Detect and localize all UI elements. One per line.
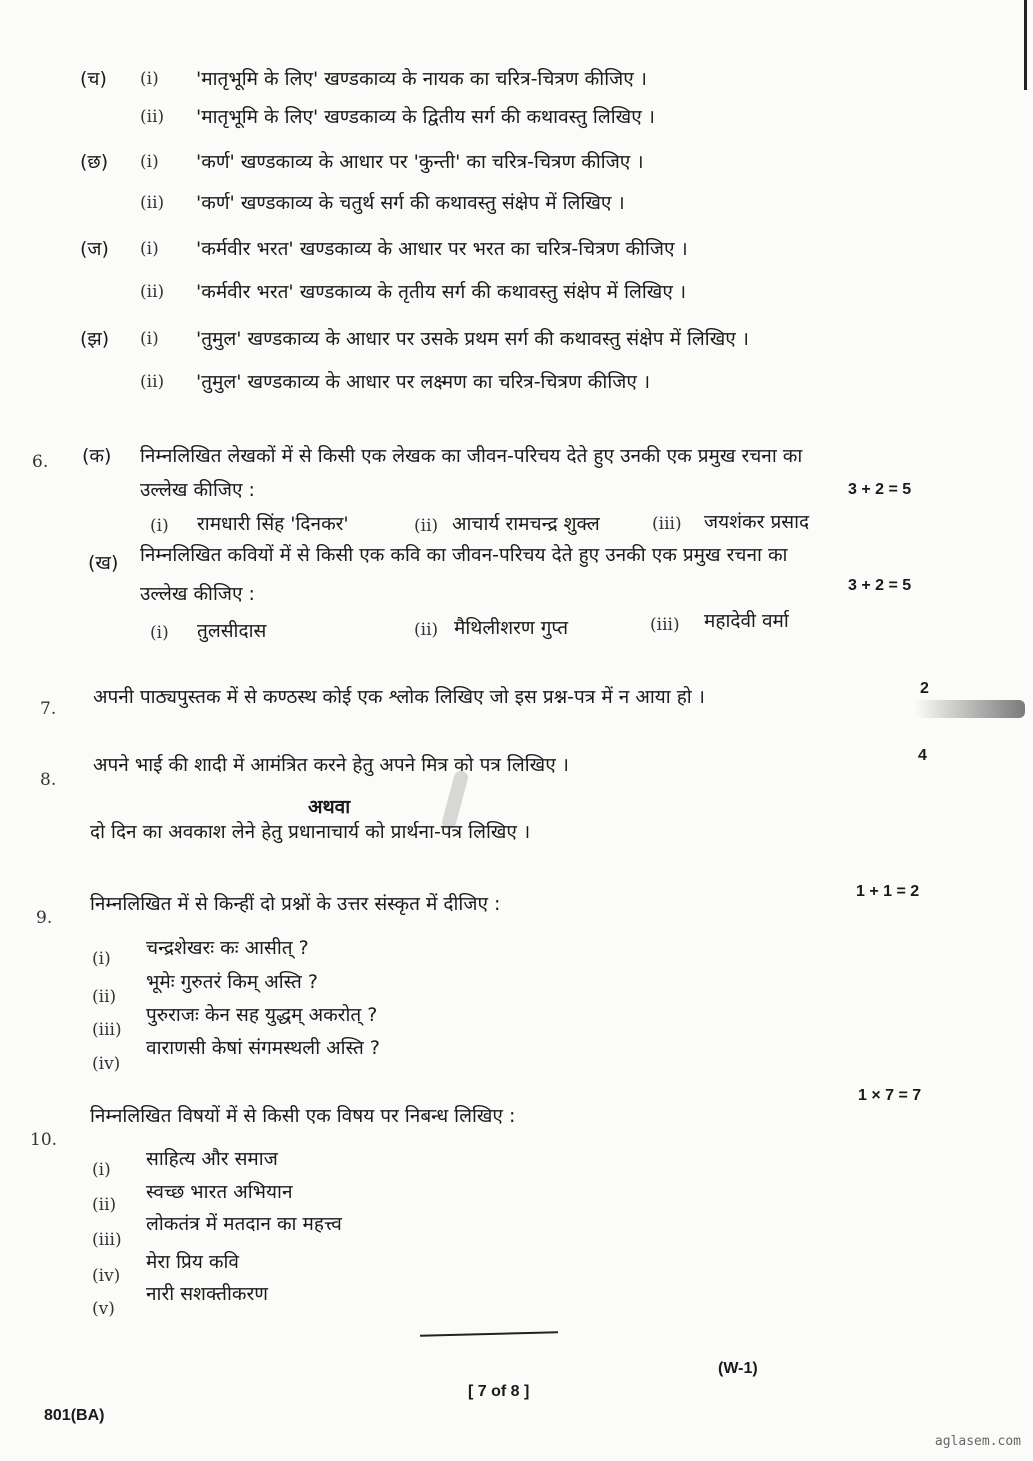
question-text: अपने भाई की शादी में आमंत्रित करने हेतु अपने मित्र को पत्र लिखिए । (93, 754, 569, 776)
question-text: 'कर्ण' खण्डकाव्य के आधार पर 'कुन्ती' का चरित्र-चित्रण कीजिए । (196, 151, 644, 173)
marks: 1 × 7 = 7 (858, 1087, 922, 1104)
option-number: (ii) (414, 516, 439, 536)
question-text: निम्नलिखित में से किन्हीं दो प्रश्नों के उत्तर संस्कृत में दीजिए : (90, 893, 501, 915)
section-label-ja: (ज) (80, 238, 109, 260)
sanskrit-question: चन्द्रशेखरः कः आसीत् ? (146, 937, 309, 959)
question-number: 9. (36, 908, 53, 928)
question-text: उल्लेख कीजिए : (140, 583, 255, 605)
option-text: जयशंकर प्रसाद (704, 511, 810, 533)
section-label-jha: (झ) (80, 328, 110, 350)
essay-topic: साहित्य और समाज (146, 1148, 278, 1170)
question-number: 10. (30, 1130, 58, 1150)
option-text: रामधारी सिंह 'दिनकर' (197, 513, 349, 535)
section-label-chha: (छ) (80, 151, 109, 173)
item-number: (i) (140, 239, 159, 259)
option-number: (iii) (652, 514, 682, 534)
item-number: (i) (140, 69, 159, 89)
item-number: (i) (92, 1160, 111, 1180)
part-label: (क) (82, 445, 112, 467)
question-text: दो दिन का अवकाश लेने हेतु प्रधानाचार्य को प्रार्थना-पत्र लिखिए । (90, 821, 531, 843)
marks: 2 (920, 680, 929, 697)
option-text: तुलसीदास (197, 620, 267, 642)
question-text: निम्नलिखित कवियों में से किसी एक कवि का जीवन-परिचय देते हुए उनकी एक प्रमुख रचना का (140, 544, 788, 566)
item-number: (iv) (92, 1054, 121, 1074)
item-number: (ii) (140, 282, 165, 302)
part-label: (ख) (88, 552, 119, 574)
question-text: 'तुमुल' खण्डकाव्य के आधार पर लक्ष्मण का चरित्र-चित्रण कीजिए । (196, 371, 651, 393)
item-number: (ii) (92, 987, 117, 1007)
question-text: निम्नलिखित विषयों में से किसी एक विषय पर निबन्ध लिखिए : (90, 1105, 516, 1127)
question-text: 'मातृभूमि के लिए' खण्डकाव्य के द्वितीय सर्ग की कथावस्तु लिखिए । (196, 106, 655, 128)
item-number: (i) (140, 329, 159, 349)
question-text: उल्लेख कीजिए : (140, 479, 255, 501)
item-number: (ii) (92, 1195, 117, 1215)
marks: 1 + 1 = 2 (856, 883, 920, 900)
option-number: (ii) (414, 620, 439, 640)
item-number: (iii) (92, 1230, 122, 1250)
page-number: [ 7 of 8 ] (468, 1383, 530, 1400)
question-number: 7. (40, 699, 57, 719)
sanskrit-question: भूमेः गुरुतरं किम् अस्ति ? (146, 971, 318, 993)
item-number: (v) (92, 1299, 115, 1319)
marks: 3 + 2 = 5 (848, 481, 912, 498)
item-number: (iv) (92, 1266, 121, 1286)
sanskrit-question: पुरुराजः केन सह युद्धम् अकरोत् ? (146, 1004, 378, 1026)
page-edge-mark (1024, 0, 1027, 90)
option-text: महादेवी वर्मा (704, 610, 789, 632)
question-text: 'मातृभूमि के लिए' खण्डकाव्य के नायक का चरित्र-चित्रण कीजिए । (196, 68, 647, 90)
watermark: aglasem.com (934, 1434, 1021, 1449)
item-number: (ii) (140, 107, 165, 127)
question-text: अपनी पाठ्यपुस्तक में से कण्ठस्थ कोई एक श्लोक लिखिए जो इस प्रश्न-पत्र में न आया हो । (93, 686, 705, 708)
question-text: 'तुमुल' खण्डकाव्य के आधार पर उसके प्रथम सर्ग की कथावस्तु संक्षेप में लिखिए । (196, 328, 749, 350)
end-rule (420, 1331, 558, 1337)
scan-smudge (915, 700, 1025, 718)
option-number: (i) (150, 516, 169, 536)
option-text: आचार्य रामचन्द्र शुक्ल (452, 513, 600, 535)
item-number: (iii) (92, 1020, 122, 1040)
option-number: (i) (150, 623, 169, 643)
essay-topic: मेरा प्रिय कवि (146, 1251, 239, 1273)
question-text: 'कर्मवीर भरत' खण्डकाव्य के तृतीय सर्ग की कथावस्तु संक्षेप में लिखिए । (196, 281, 687, 303)
question-text: 'कर्ण' खण्डकाव्य के चतुर्थ सर्ग की कथावस्तु संक्षेप में लिखिए । (196, 192, 625, 214)
question-number: 6. (32, 452, 49, 472)
question-number: 8. (40, 770, 57, 790)
question-text: 'कर्मवीर भरत' खण्डकाव्य के आधार पर भरत का चरित्र-चित्रण कीजिए । (196, 238, 688, 260)
marks: 3 + 2 = 5 (848, 577, 912, 594)
paper-code: 801(BA) (44, 1407, 105, 1424)
item-number: (i) (92, 949, 111, 969)
marks: 4 (918, 747, 927, 764)
series-code: (W-1) (718, 1360, 758, 1377)
essay-topic: स्वच्छ भारत अभियान (146, 1181, 293, 1203)
section-label-cha: (च) (80, 68, 107, 90)
sanskrit-question: वाराणसी केषां संगमस्थली अस्ति ? (146, 1037, 380, 1059)
option-text: मैथिलीशरण गुप्त (454, 617, 569, 639)
item-number: (ii) (140, 372, 165, 392)
option-number: (iii) (650, 615, 680, 635)
essay-topic: लोकतंत्र में मतदान का महत्त्व (146, 1213, 342, 1235)
or-heading: अथवा (308, 796, 351, 818)
item-number: (i) (140, 152, 159, 172)
question-text: निम्नलिखित लेखकों में से किसी एक लेखक का जीवन-परिचय देते हुए उनकी एक प्रमुख रचना का (140, 445, 803, 467)
essay-topic: नारी सशक्तीकरण (146, 1283, 268, 1305)
item-number: (ii) (140, 193, 165, 213)
